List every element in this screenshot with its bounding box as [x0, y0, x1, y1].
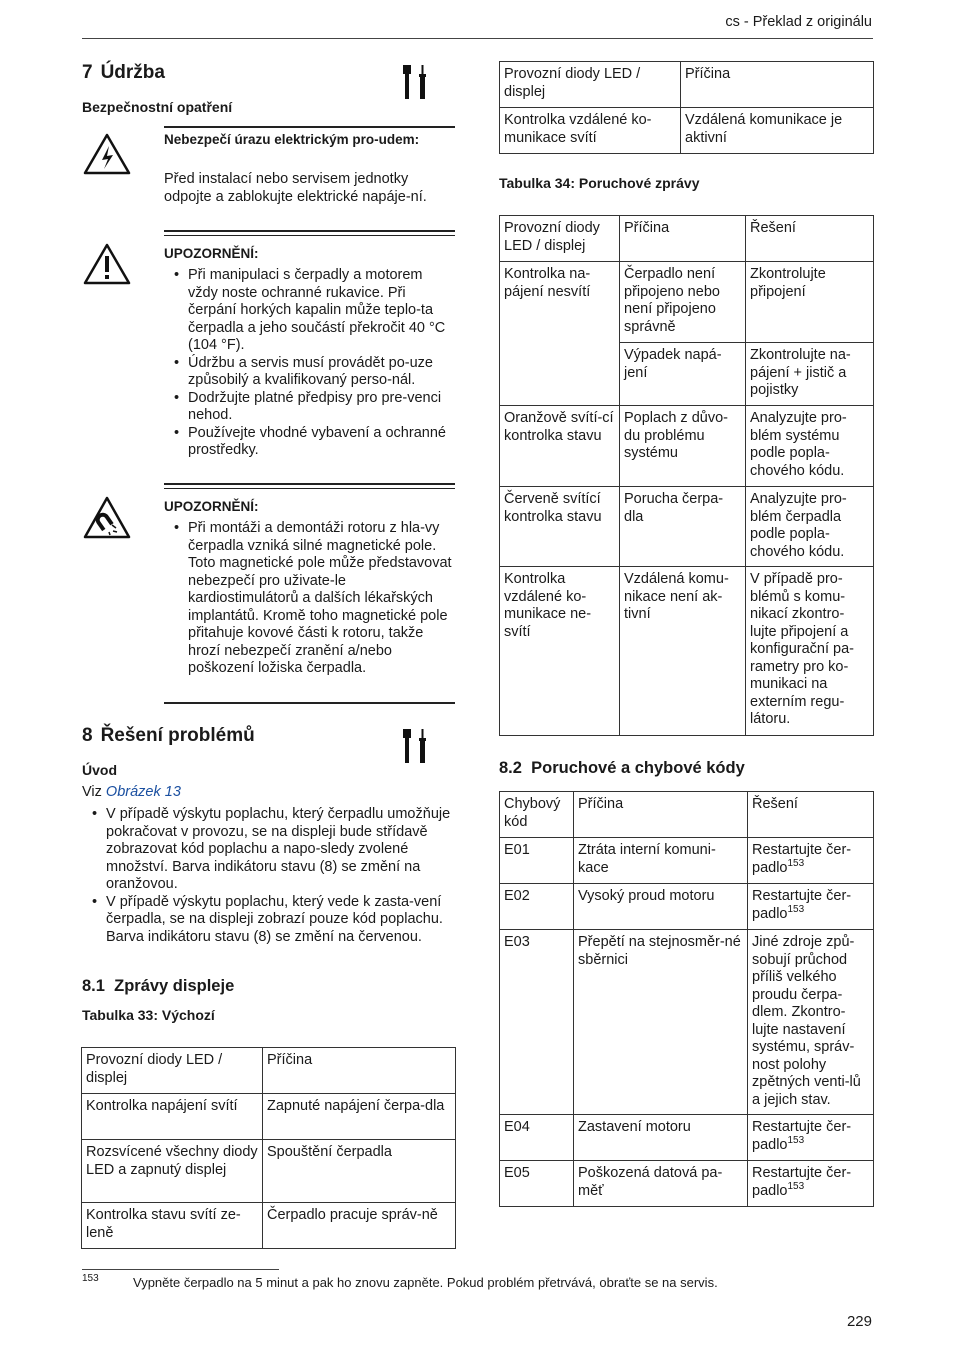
caution1-list [164, 267, 456, 460]
caution1-rule-thin [164, 235, 455, 236]
list-item: • Používejte vhodné vybavení a ochranné prostředky. [164, 425, 456, 460]
caution1-title: UPOZORNĚNÍ: [164, 246, 259, 261]
table-cell [748, 838, 874, 884]
caution2-title: UPOZORNĚNÍ: [164, 499, 259, 514]
see-reference [82, 784, 181, 802]
list-item: • V případě výskytu poplachu, který čerpadlu umožňuje pokračovat v provozu, se na displeji bude střídavě zobrazovat kód poplachu a napo-sledy zvolené množství. Barva indikátoru stavu (8) se změní na oranžovou. [82, 806, 456, 894]
table-cell [748, 1115, 874, 1161]
table-cell: Kontrolka vzdálené ko-munikace ne-svítí [500, 567, 620, 736]
electric-hazard-icon [82, 132, 132, 176]
see-prefix: Viz [82, 784, 102, 800]
caution1-rule [164, 230, 455, 232]
table-cell: Čerpadlo není připojeno nebo není připojeno správně [620, 262, 746, 343]
table-cell: Porucha čerpa-dla [620, 487, 746, 567]
table-row [500, 487, 874, 567]
table-cell: E05 [500, 1161, 574, 1207]
section-8-title-text: Řešení problémů [100, 725, 255, 746]
subsection-8-1-number: 8.1 [82, 977, 105, 995]
safety-heading: Bezpečnostní opatření [82, 99, 233, 115]
table-header-cell: Řešení [746, 216, 874, 262]
table-header-cell: Provozní diody LED / displej [82, 1048, 263, 1094]
caution2-bottom-rule [164, 702, 455, 704]
footnote-ref: 153 [787, 1180, 805, 1192]
table-cell: Jiné zdroje způ-sobují průchod příliš velkého proudu čerpa-dlem. Zkontro-lujte nastavení systému, správ-nost polohy zpětných venti-lů a jejich stav. [748, 930, 874, 1115]
list-item: • Dodržujte platné předpisy pro pre-venci nehod. [164, 390, 456, 425]
table-row [500, 262, 874, 343]
table-cell: Kontrolka napájení svítí [82, 1094, 263, 1140]
section-7-title-text: Údržba [100, 62, 165, 83]
section-8-number: 8 [82, 725, 93, 746]
table-row [500, 567, 874, 736]
table-cell: Kontrolka stavu svítí ze-leně [82, 1203, 263, 1249]
table-cell: Analyzujte pro-blém systému podle popla-chového kódu. [746, 406, 874, 487]
footnote-ref: 153 [787, 903, 805, 915]
page-number: 229 [846, 1313, 872, 1330]
table-row [500, 108, 874, 154]
table-cell: Analyzujte pro-blém čerpadla podle popla-chového kódu. [746, 487, 874, 567]
figure-link[interactable]: Obrázek 13 [105, 784, 181, 800]
list-item: • V případě výskytu poplachu, který vede k zasta-vení čerpadla, se na displeji zobrazí pouze kód poplachu. Barva indikátoru stavu (8) se změní na červenou. [82, 894, 456, 947]
table-cell: Zastavení motoru [574, 1115, 748, 1161]
table-row [500, 838, 874, 884]
footnote-ref: 153 [787, 857, 805, 869]
table-row [500, 930, 874, 1115]
table-cell: Zkontrolujte připojení [746, 262, 874, 343]
intro-list [82, 806, 456, 946]
table-row [82, 1203, 456, 1249]
table-row [82, 1140, 456, 1203]
table-continuation [499, 61, 874, 154]
table-header-cell: Příčina [263, 1048, 456, 1094]
table-row [500, 884, 874, 930]
table-cell: Výpadek napá-jení [620, 343, 746, 406]
table-row [500, 1161, 874, 1207]
table-cell: E04 [500, 1115, 574, 1161]
section-7-title [82, 62, 165, 84]
table-cell: Poškozená datová pa-měť [574, 1161, 748, 1207]
table-cell: Kontrolka na-pájení nesvítí [500, 262, 620, 406]
header-rule [82, 38, 873, 39]
restart-text: Restartujte čer-padlo [752, 888, 852, 922]
table-cell: Poplach z důvo-du problému systému [620, 406, 746, 487]
footnote-text: Vypněte čerpadlo na 5 minut a pak ho znovu zapněte. Pokud problém přetrvává, obraťte se na servis. [133, 1275, 718, 1290]
table-header-row [500, 792, 874, 838]
table-cell: V případě pro-blémů s komu-nikací zkontro-lujte připojení a konfigurační pa-rametry pro ko-munikaci na externím regu-látoru. [746, 567, 874, 736]
table-header-cell: Řešení [748, 792, 874, 838]
table-cell: Kontrolka vzdálené ko-munikace svítí [500, 108, 681, 154]
list-item: • Při montáži a demontáži rotoru z hla-vy čerpadla vzniká silné magnetické pole. Toto magnetické pole může představovat nebezpečí pro uživate-le kardiostimulátorů a dalších lékařských implantátů. Kromě toho magnetické pole přitahuje kovové části k rotoru, takže hrozí nebezpečí zranění a/nebo poškození ložiska čerpadla. [164, 520, 456, 678]
table-cell: E02 [500, 884, 574, 930]
magnet-hazard-icon [82, 495, 132, 541]
table33 [81, 1047, 456, 1249]
table-cell: E03 [500, 930, 574, 1115]
subsection-8-2-number: 8.2 [499, 759, 522, 777]
restart-text: Restartujte čer-padlo [752, 1119, 852, 1153]
table34-caption: Tabulka 34: Poruchové zprávy [499, 175, 700, 191]
table-row [500, 406, 874, 487]
table-cell: Vzdálená komunikace je aktivní [681, 108, 874, 154]
table-row [82, 1094, 456, 1140]
table-cell: Zkontrolujte na-pájení + jistič a pojistky [746, 343, 874, 406]
footnote-number: 153 [82, 1273, 99, 1284]
subsection-8-2-text: Poruchové a chybové kódy [531, 759, 745, 777]
table-header-cell: Provozní diody LED / displej [500, 62, 681, 108]
table-cell: Spouštění čerpadla [263, 1140, 456, 1203]
caution2-rule-thin [164, 488, 455, 489]
table-cell: Zapnuté napájení čerpa-dla [263, 1094, 456, 1140]
running-header: cs - Překlad z originálu [725, 14, 872, 30]
table-cell [748, 1161, 874, 1207]
table33-caption: Tabulka 33: Výchozí [82, 1007, 215, 1023]
table-header-cell: Chybový kód [500, 792, 574, 838]
table-cell: Ztráta interní komuni-kace [574, 838, 748, 884]
table34 [499, 215, 874, 736]
danger-rule [164, 126, 455, 128]
tools-icon [400, 726, 432, 766]
footnote-rule [82, 1269, 279, 1270]
table-header-row [82, 1048, 456, 1094]
table-cell: Oranžově svítí-cí kontrolka stavu [500, 406, 620, 487]
table-cell: Červeně svítící kontrolka stavu [500, 487, 620, 567]
table-header-cell: Příčina [574, 792, 748, 838]
table-cell: Čerpadlo pracuje správ-ně [263, 1203, 456, 1249]
footnote-ref: 153 [787, 1134, 805, 1146]
table-cell: Vysoký proud motoru [574, 884, 748, 930]
subsection-8-1-title [82, 977, 234, 996]
table-row [500, 1115, 874, 1161]
section-7-number: 7 [82, 62, 93, 83]
subsection-8-1-text: Zprávy displeje [114, 977, 235, 995]
restart-text: Restartujte čer-padlo [752, 1165, 852, 1199]
caution2-list [164, 520, 456, 678]
caution2-rule [164, 483, 455, 485]
table-cell: Vzdálená komu-nikace není ak-tivní [620, 567, 746, 736]
table-header-row [500, 62, 874, 108]
list-item: • Údržbu a servis musí provádět po-uze způsobilý a kvalifikovaný perso-nál. [164, 355, 456, 390]
table-cell: E01 [500, 838, 574, 884]
table-header-row [500, 216, 874, 262]
table-header-cell: Provozní diody LED / displej [500, 216, 620, 262]
table-header-cell: Příčina [681, 62, 874, 108]
table-header-cell: Příčina [620, 216, 746, 262]
table-cell: Rozsvícené všechny diody LED a zapnutý displej [82, 1140, 263, 1203]
list-item: • Při manipulaci s čerpadly a motorem vždy noste ochranné rukavice. Při čerpání horkých kapalin může teplo-ta čerpadla a jeho součástí překročit 40 °C (104 °F). [164, 267, 456, 355]
danger-title: Nebezpečí úrazu elektrickým pro-udem: [164, 132, 420, 147]
restart-text: Restartujte čer-padlo [752, 842, 852, 876]
intro-heading: Úvod [82, 762, 117, 778]
danger-body: Před instalací nebo servisem jednotky odpojte a zablokujte elektrické napáje-ní. [164, 171, 427, 205]
table-cell: Přepětí na stejnosměr-né sběrnici [574, 930, 748, 1115]
tools-icon [400, 62, 432, 102]
error-codes-table [499, 791, 874, 1207]
table-cell [748, 884, 874, 930]
subsection-8-2-title [499, 759, 745, 778]
section-8-title [82, 725, 255, 747]
warning-icon [82, 242, 132, 286]
